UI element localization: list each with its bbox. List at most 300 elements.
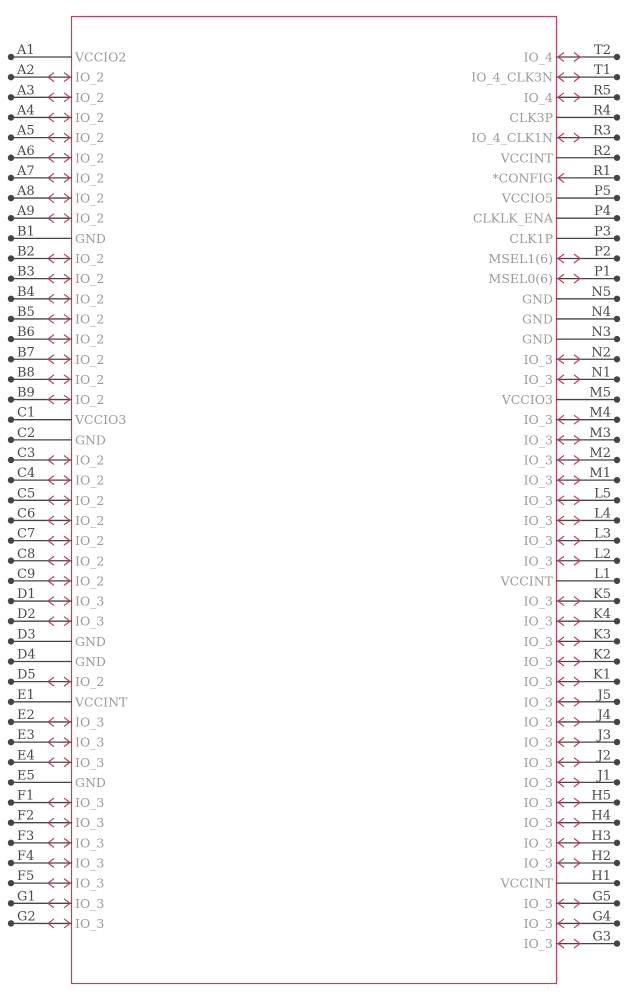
pin-name: IO_3: [75, 734, 105, 750]
pin-dot-icon: [8, 618, 14, 624]
pin-number: G3: [592, 929, 611, 945]
pin-number: C5: [17, 486, 36, 502]
pin-dot-icon: [614, 275, 620, 281]
pin-dot-icon: [614, 316, 620, 322]
pin-name: IO_2: [75, 271, 105, 287]
pin-dot-icon: [614, 477, 620, 483]
pin-name: IO_3: [523, 533, 553, 549]
pin-name: IO_3: [75, 875, 105, 891]
pin-name: IO_3: [75, 895, 105, 911]
pin-name: IO_3: [75, 915, 105, 931]
pin-name: IO_4: [523, 89, 553, 105]
pin-b8: [8, 365, 105, 387]
pin-number: B8: [17, 365, 35, 381]
pin-r4: [509, 103, 620, 125]
pin-number: D4: [17, 647, 36, 663]
pin-r2: [500, 144, 621, 166]
pin-number: B5: [17, 304, 35, 320]
pin-dot-icon: [8, 477, 14, 483]
pin-number: P1: [593, 264, 611, 280]
pin-name: IO_3: [75, 613, 105, 629]
pin-number: R5: [592, 83, 611, 99]
pin-f4: [8, 849, 105, 871]
pin-number: T1: [594, 63, 611, 79]
pin-number: L5: [594, 486, 611, 502]
pin-c3: [8, 446, 105, 468]
pin-dot-icon: [8, 54, 14, 60]
pin-name: IO_3: [75, 855, 105, 871]
pin-g2: [8, 909, 105, 931]
pin-number: A5: [17, 123, 35, 139]
pin-dot-icon: [8, 356, 14, 362]
pin-dot-icon: [614, 517, 620, 523]
pin-f5: [8, 869, 105, 891]
pin-name: IO_2: [75, 674, 105, 690]
pin-c1: [8, 406, 127, 428]
pin-name: IO_3: [75, 815, 105, 831]
pin-dot-icon: [614, 900, 620, 906]
pin-d4: [8, 648, 106, 670]
pin-number: A1: [17, 43, 35, 58]
pin-name: MSEL1(6): [488, 251, 553, 266]
pin-name: IO_3: [523, 815, 553, 831]
pin-dot-icon: [8, 678, 14, 684]
pin-name: IO_3: [523, 915, 553, 931]
pin-dot-icon: [8, 799, 14, 805]
pin-dot-icon: [8, 900, 14, 906]
pin-dot-icon: [614, 598, 620, 604]
pin-dot-icon: [8, 155, 14, 161]
pin-k4: [524, 607, 621, 629]
pin-number: D5: [17, 667, 36, 683]
pin-name: IO_2: [75, 190, 105, 206]
pin-a9: [8, 204, 105, 226]
pin-c7: [8, 527, 105, 549]
pin-name: VCCIO5: [501, 190, 553, 206]
pin-c5: [8, 486, 105, 508]
pin-dot-icon: [614, 537, 620, 543]
pin-dot-icon: [614, 920, 620, 926]
pin-dot-icon: [614, 658, 620, 664]
pin-name: IO_2: [75, 291, 105, 307]
pin-m1: [524, 466, 621, 488]
pin-l4: [524, 506, 621, 528]
pin-l1: [500, 567, 621, 589]
pin-e1: [8, 688, 128, 710]
pin-number: L1: [594, 566, 611, 582]
pin-number: C3: [17, 446, 36, 461]
pin-name: IO_2: [75, 452, 105, 468]
pin-number: B9: [17, 385, 35, 401]
pin-name: CLKLK_ENA: [472, 210, 553, 226]
pin-dot-icon: [614, 638, 620, 644]
pin-a6: [8, 144, 105, 166]
pin-p3: [509, 224, 620, 246]
pin-number: J5: [597, 687, 611, 703]
pin-dot-icon: [8, 699, 14, 705]
pin-number: A6: [17, 143, 35, 159]
pin-number: M5: [589, 385, 611, 401]
pin-dot-icon: [8, 840, 14, 846]
pin-l3: [524, 527, 621, 549]
pin-dot-icon: [614, 235, 620, 241]
pin-name: IO_2: [75, 573, 105, 589]
pin-a5: [8, 124, 105, 146]
pin-name: VCCIO3: [501, 392, 553, 408]
pin-dot-icon: [8, 275, 14, 281]
pin-name: VCCIO2: [75, 49, 127, 65]
pin-name: VCCINT: [500, 573, 553, 589]
pin-number: C9: [17, 566, 36, 582]
pin-dot-icon: [8, 94, 14, 100]
pin-dot-icon: [8, 316, 14, 322]
pin-e2: [8, 708, 105, 730]
pin-dot-icon: [8, 175, 14, 181]
pin-name: VCCIO3: [75, 412, 127, 428]
pin-number: B6: [17, 325, 35, 341]
pin-dot-icon: [8, 417, 14, 423]
pin-dot-icon: [8, 457, 14, 463]
pin-b6: [8, 325, 105, 347]
pin-number: E4: [17, 748, 35, 764]
pin-f3: [8, 829, 105, 851]
pin-dot-icon: [614, 779, 620, 785]
pin-number: R3: [592, 123, 611, 139]
pin-dot-icon: [8, 336, 14, 342]
pin-dot-icon: [8, 255, 14, 261]
pin-c4: [8, 466, 105, 488]
pin-a4: [8, 103, 105, 125]
pin-number: E2: [17, 707, 35, 723]
pin-c8: [8, 547, 105, 569]
pin-d2: [8, 607, 105, 629]
pin-e4: [8, 748, 105, 770]
ic-body-outline: [72, 17, 557, 984]
pin-dot-icon: [8, 578, 14, 584]
pin-name: IO_4: [523, 49, 553, 65]
pin-number: N5: [591, 284, 611, 300]
pin-c2: [8, 426, 106, 448]
pin-dot-icon: [614, 497, 620, 503]
pin-g4: [524, 909, 621, 931]
pin-n5: [522, 285, 620, 307]
pin-name: IO_2: [75, 311, 105, 327]
pin-name: CLK1P: [509, 230, 553, 246]
pin-number: J3: [597, 728, 611, 744]
pin-j4: [524, 708, 621, 730]
pin-name: GND: [75, 774, 106, 790]
pin-t2: [524, 43, 621, 65]
pin-name: IO_2: [75, 512, 105, 528]
pin-dot-icon: [614, 195, 620, 201]
pin-number: B1: [17, 224, 35, 240]
right-pin-column: [471, 43, 620, 951]
pin-name: VCCINT: [75, 694, 128, 710]
pin-name: IO_2: [75, 130, 105, 146]
pin-dot-icon: [8, 719, 14, 725]
pin-dot-icon: [8, 759, 14, 765]
pin-number: B3: [17, 264, 35, 280]
pin-dot-icon: [614, 356, 620, 362]
pin-p4: [473, 204, 620, 226]
pin-j2: [524, 748, 621, 770]
pin-number: B7: [17, 345, 35, 361]
pin-dot-icon: [8, 114, 14, 120]
pin-dot-icon: [614, 860, 620, 866]
pin-a7: [8, 164, 105, 186]
pin-number: P2: [593, 244, 611, 260]
pin-dot-icon: [8, 195, 14, 201]
pin-h4: [524, 809, 621, 831]
pin-name: IO_2: [75, 371, 105, 387]
pin-number: E3: [17, 728, 35, 744]
pin-number: M3: [589, 425, 611, 441]
pin-dot-icon: [614, 74, 620, 80]
pin-number: K3: [593, 627, 611, 643]
pin-name: VCCINT: [500, 150, 553, 166]
pin-name: IO_3: [523, 774, 553, 790]
pin-number: K2: [593, 647, 611, 663]
pin-name: IO_2: [75, 251, 105, 266]
pin-number: G5: [592, 889, 611, 905]
pin-number: F1: [17, 788, 35, 804]
pin-number: A8: [17, 184, 35, 200]
pin-name: IO_3: [523, 593, 553, 609]
pin-number: P5: [593, 184, 611, 200]
pin-dot-icon: [8, 134, 14, 140]
pin-dot-icon: [8, 860, 14, 866]
pin-number: D2: [17, 607, 36, 623]
pin-dot-icon: [614, 417, 620, 423]
pin-c9: [8, 567, 105, 589]
pin-number: H3: [591, 828, 611, 844]
pin-number: A2: [17, 63, 35, 79]
pin-n2: [524, 345, 621, 367]
pin-j3: [524, 728, 621, 750]
pin-number: K1: [593, 667, 611, 683]
pin-g5: [524, 889, 621, 911]
pin-number: A3: [17, 83, 35, 99]
pin-dot-icon: [614, 840, 620, 846]
pin-name: GND: [75, 432, 106, 448]
pin-a1: [8, 43, 126, 65]
pin-number: H4: [591, 808, 611, 824]
pin-p5: [501, 184, 620, 206]
pin-dot-icon: [614, 215, 620, 221]
pin-dot-icon: [8, 74, 14, 80]
pin-dot-icon: [614, 699, 620, 705]
pin-g1: [8, 889, 105, 911]
pin-p2: [489, 245, 621, 267]
pin-number: G4: [592, 909, 611, 925]
pin-k3: [524, 627, 621, 649]
pin-dot-icon: [8, 396, 14, 402]
pin-name: *CONFIG: [492, 170, 553, 186]
pin-name: IO_3: [523, 895, 553, 911]
pin-dot-icon: [8, 235, 14, 241]
pin-name: IO_2: [75, 392, 105, 408]
pin-dot-icon: [8, 598, 14, 604]
pin-b4: [8, 285, 105, 307]
pin-r3: [471, 124, 620, 146]
pin-b5: [8, 305, 105, 327]
pin-dot-icon: [614, 759, 620, 765]
pin-dot-icon: [614, 336, 620, 342]
pin-f1: [8, 789, 105, 811]
pin-number: C8: [17, 546, 36, 562]
pin-dot-icon: [8, 658, 14, 664]
pin-name: IO_3: [523, 795, 553, 811]
pin-d3: [8, 627, 106, 649]
pin-dot-icon: [8, 880, 14, 886]
pin-name: IO_3: [523, 754, 553, 770]
pin-number: B4: [17, 284, 35, 300]
pin-dot-icon: [8, 920, 14, 926]
pin-number: D1: [17, 587, 36, 603]
pin-a3: [8, 83, 105, 105]
pin-b7: [8, 345, 105, 367]
pin-name: IO_3: [75, 593, 105, 609]
pin-number: H2: [591, 849, 611, 864]
pin-number: C4: [17, 466, 36, 482]
pin-number: N3: [591, 325, 611, 341]
pin-k2: [524, 648, 621, 670]
pin-number: B2: [17, 244, 35, 260]
pin-dot-icon: [614, 880, 620, 886]
pin-name: GND: [522, 291, 553, 307]
pin-number: F5: [17, 869, 35, 885]
pin-name: GND: [75, 633, 106, 649]
pin-number: K4: [593, 607, 611, 623]
pin-name: IO_3: [523, 432, 553, 448]
pin-h2: [524, 849, 621, 871]
pin-name: IO_4_CLK3N: [471, 69, 553, 85]
pin-number: A9: [17, 204, 35, 220]
pin-j5: [524, 688, 621, 710]
pin-name: IO_3: [523, 835, 553, 851]
pin-a2: [8, 63, 105, 85]
pin-dot-icon: [8, 739, 14, 745]
pin-dot-icon: [614, 376, 620, 382]
pin-name: IO_3: [523, 633, 553, 649]
pin-f2: [8, 809, 105, 831]
pin-dot-icon: [614, 437, 620, 443]
pin-number: L4: [594, 506, 611, 522]
pin-number: F3: [17, 828, 35, 844]
pin-dot-icon: [8, 497, 14, 503]
pin-dot-icon: [614, 678, 620, 684]
pin-dot-icon: [8, 376, 14, 382]
pin-dot-icon: [614, 114, 620, 120]
pin-number: P3: [593, 224, 611, 240]
pin-name: IO_2: [75, 472, 105, 488]
pin-h1: [500, 869, 621, 891]
pin-name: IO_2: [75, 533, 105, 549]
pin-b3: [8, 265, 105, 287]
pin-number: R4: [592, 103, 611, 119]
pin-number: G2: [17, 909, 36, 925]
pin-dot-icon: [614, 739, 620, 745]
pin-name: IO_2: [75, 331, 105, 347]
pin-dot-icon: [614, 820, 620, 826]
pin-d1: [8, 587, 105, 609]
pin-number: A7: [17, 163, 35, 179]
pin-name: IO_3: [523, 714, 553, 730]
pin-dot-icon: [614, 175, 620, 181]
pin-name: IO_2: [75, 109, 105, 125]
pin-g3: [524, 930, 621, 952]
pin-k5: [524, 587, 621, 609]
pin-dot-icon: [8, 537, 14, 543]
pin-m5: [501, 386, 620, 408]
pin-dot-icon: [8, 437, 14, 443]
pin-h5: [524, 789, 621, 811]
pin-name: IO_3: [523, 492, 553, 508]
pin-name: CLK3P: [509, 109, 553, 125]
pin-n1: [524, 365, 621, 387]
pin-name: IO_3: [523, 654, 553, 669]
pin-number: P4: [593, 204, 611, 220]
pin-name: IO_4_CLK1N: [471, 130, 553, 146]
pin-r5: [524, 83, 621, 105]
pin-name: VCCINT: [500, 875, 553, 891]
pin-j1: [524, 768, 621, 790]
pin-number: M2: [589, 446, 611, 461]
pin-number: M4: [589, 405, 611, 421]
pin-m4: [524, 406, 621, 428]
pin-dot-icon: [8, 638, 14, 644]
pin-number: C2: [17, 425, 36, 441]
pin-k1: [524, 668, 621, 690]
pin-name: MSEL0(6): [488, 271, 553, 287]
pin-name: IO_3: [523, 855, 553, 871]
pin-m3: [524, 426, 621, 448]
pin-name: IO_2: [75, 170, 105, 186]
pin-name: GND: [522, 311, 553, 327]
pin-number: G1: [17, 889, 36, 905]
pin-n4: [522, 305, 620, 327]
pin-dot-icon: [8, 558, 14, 564]
pin-name: GND: [75, 230, 106, 246]
pin-dot-icon: [614, 54, 620, 60]
pin-number: J2: [597, 748, 611, 764]
pin-l2: [524, 547, 621, 569]
pin-name: IO_3: [75, 754, 105, 770]
pin-number: K5: [593, 587, 611, 603]
pin-name: IO_3: [75, 714, 105, 730]
pin-name: IO_2: [75, 351, 105, 367]
pin-number: C7: [17, 526, 36, 542]
pin-b1: [8, 224, 106, 246]
pin-number: M1: [589, 466, 611, 482]
pin-dot-icon: [8, 779, 14, 785]
pin-e5: [8, 768, 106, 790]
pin-number: J1: [597, 768, 611, 784]
pin-name: IO_3: [523, 452, 553, 468]
pin-dot-icon: [8, 215, 14, 221]
pin-number: R2: [592, 143, 611, 159]
pin-e3: [8, 728, 105, 750]
pin-dot-icon: [614, 940, 620, 946]
pin-b9: [8, 386, 105, 408]
pin-n3: [522, 325, 620, 347]
pin-number: N4: [591, 304, 611, 320]
pin-number: L2: [594, 546, 611, 562]
pin-dot-icon: [614, 155, 620, 161]
pin-dot-icon: [614, 134, 620, 140]
pin-d5: [8, 668, 105, 690]
pin-name: IO_2: [75, 150, 105, 166]
